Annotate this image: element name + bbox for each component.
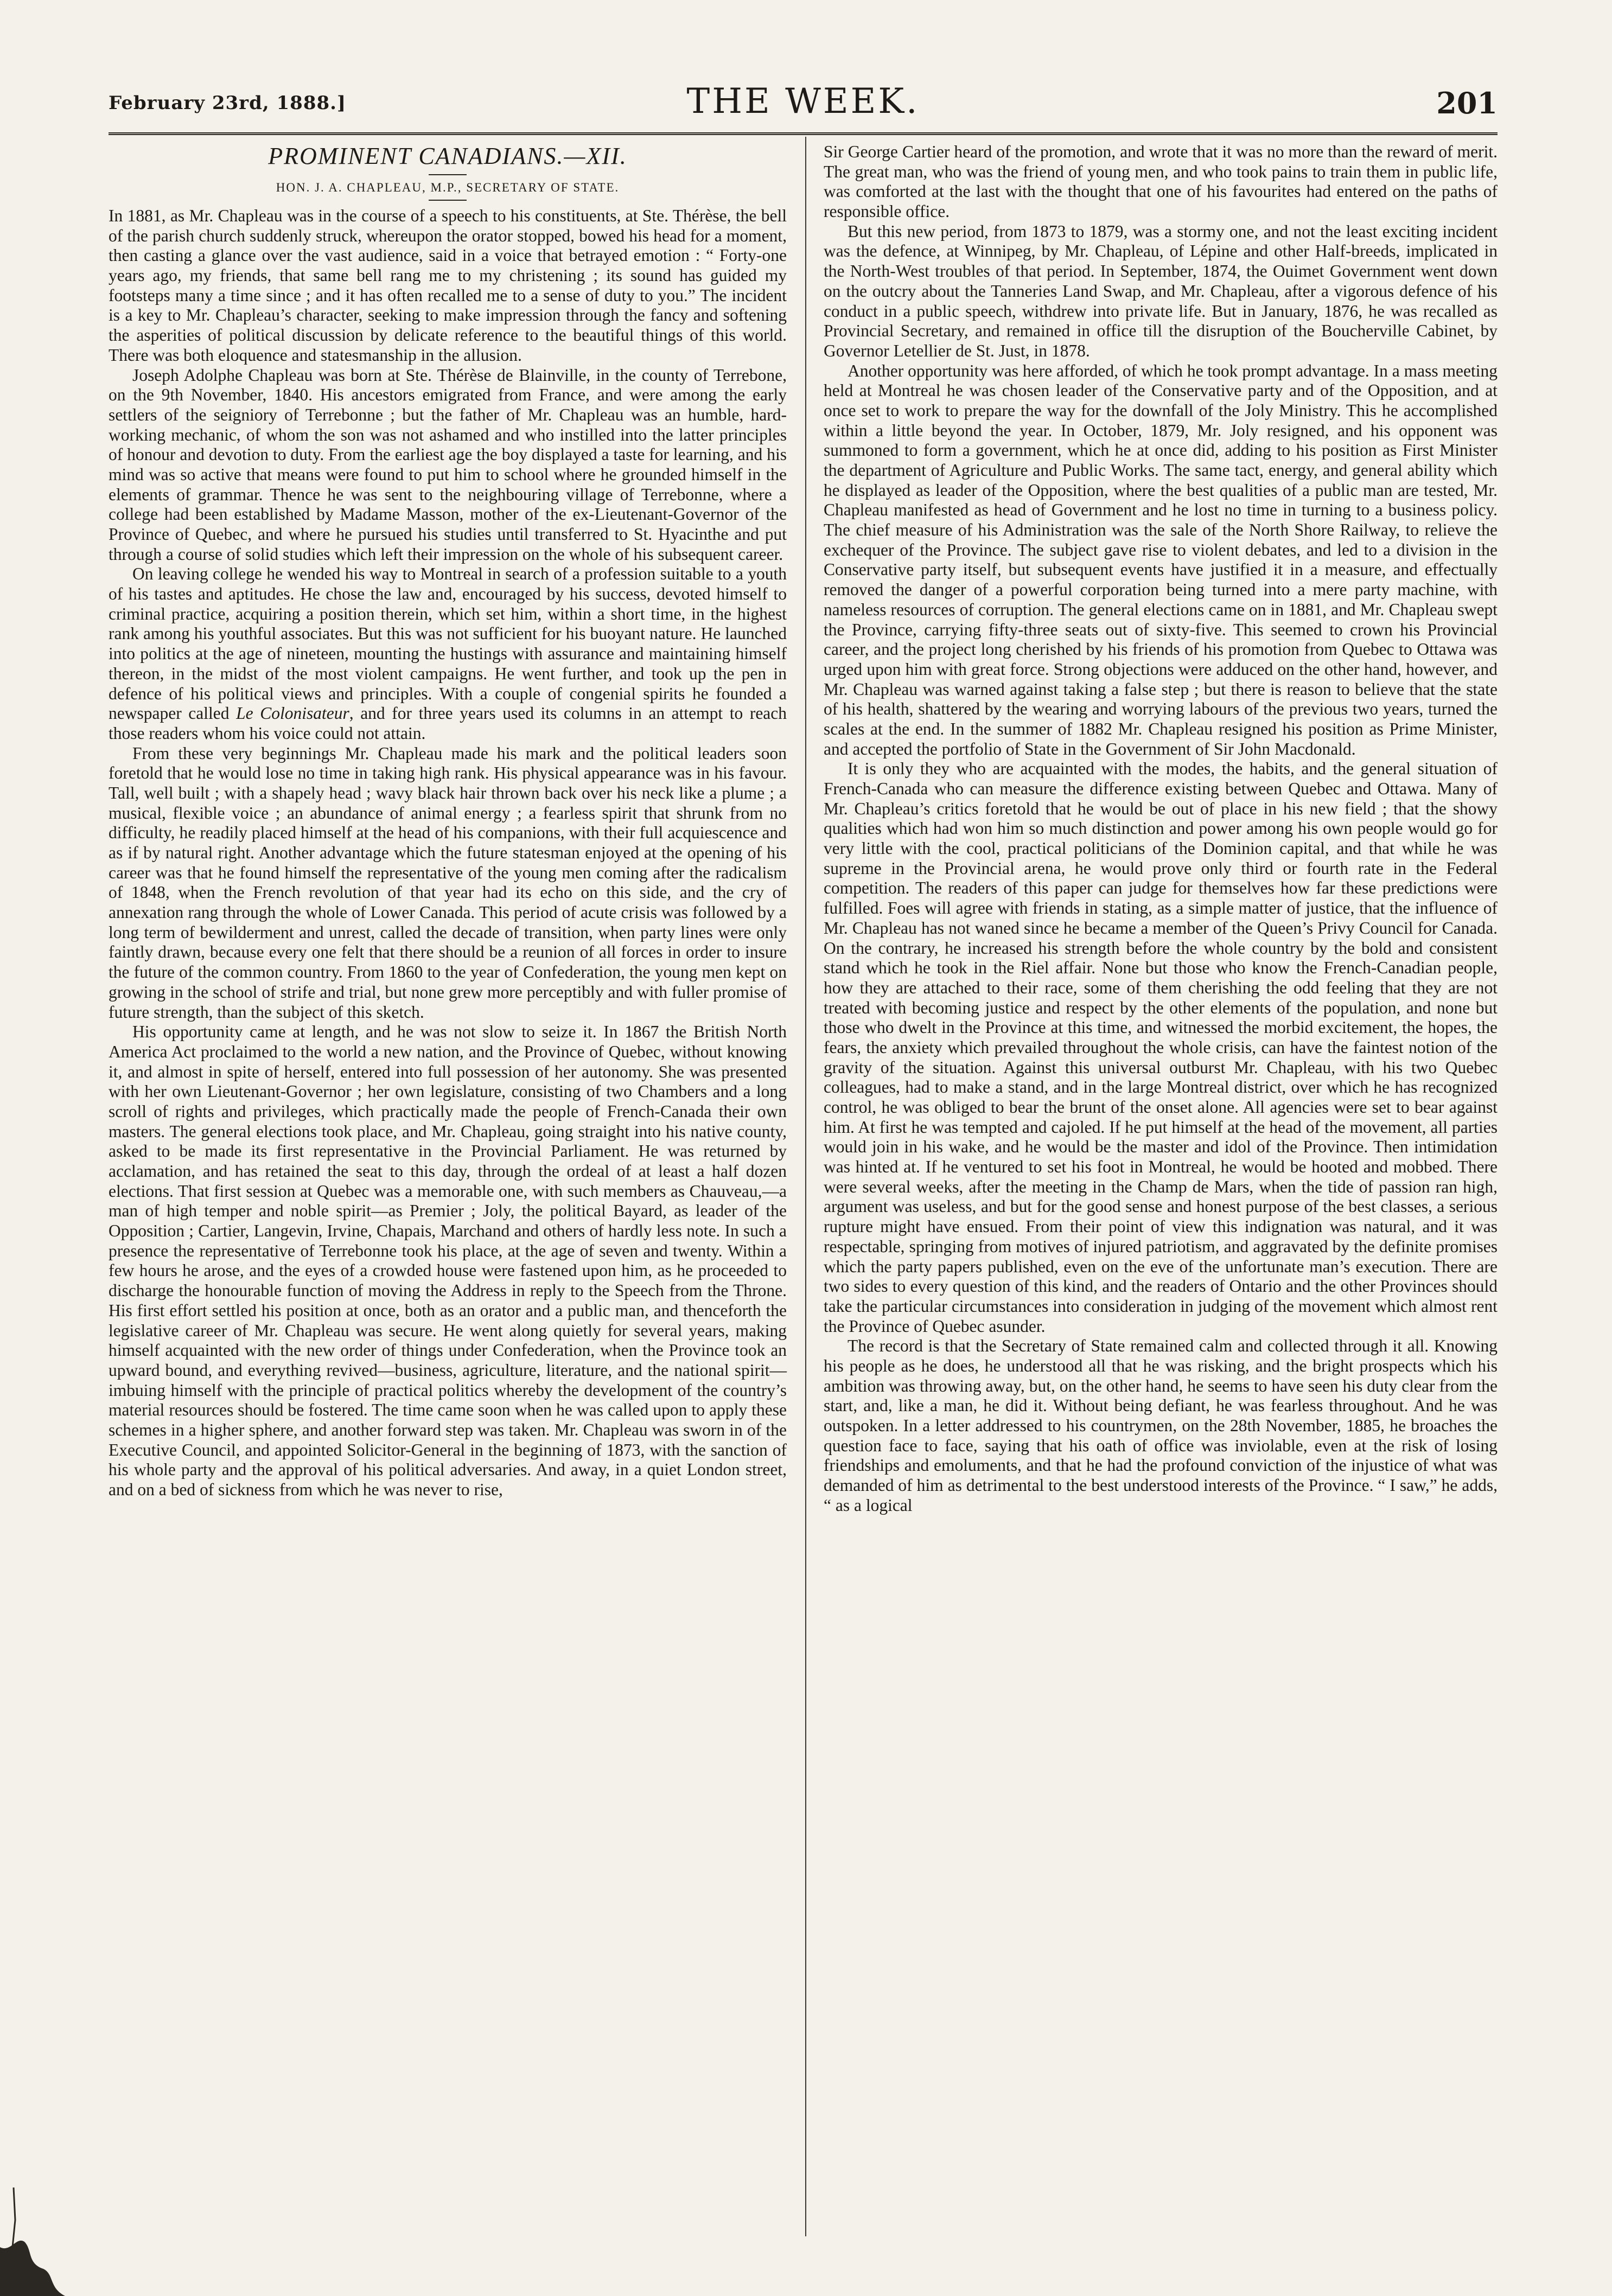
page-header: [109, 81, 1498, 130]
column-divider: [805, 137, 806, 2236]
article-subtitle: HON. J. A. CHAPLEAU, M.P., SECRETARY OF STATE.: [276, 181, 620, 195]
paragraph: It is only they who are acquainted with the modes, the habits, and the general situation of French-Canada who can measure the difference existing between Quebec and Ottawa. Many of Mr. Chapleau’s critics foretold that he would be out of place in his new field ; that the showy qualities which had won him so much distinction and power among his own people would go for very little with the cool, practical politicians of the Dominion capital, and that while he was supreme in the Provincial arena, he would prove only third or fourth rate in the Federal competition. The readers of this paper can judge for themselves how far these predictions were fulfilled. Foes will agree with friends in stating, as a simple matter of justice, that the influence of Mr. Chapleau has not waned since he became a member of the Queen’s Privy Council for Canada. On the contrary, he increased his strength before the whole country by the bold and consistent stand which he took in the Riel affair. None but those who know the French-Canadian people, how they are attached to their race, some of them cherishing the odd feeling that they are not treated with becoming justice and respect by the other elements of the population, and none but those who dwelt in the Province at this time, and witnessed the morbid excitement, the hopes, the fears, the anxiety which prevailed throughout the whole crisis, can have the faintest notion of the gravity of the situation. Against this universal outburst Mr. Chapleau, with his two Quebec colleagues, had to make a stand, and in the large Montreal district, over which he has recognized control, he was obliged to bear the brunt of the onset alone. All agencies were set to bear against him. At first he was tempted and cajoled. If he put himself at the head of the movement, all parties would join in his wake, and he would be the master and idol of the Province. Then intimidation was hinted at. If he ventured to set his foot in Montreal, he would be hooted and mobbed. There were several weeks, after the meeting in the Champ de Mars, when the tide of passion ran high, argument was useless, and but for the good sense and honest purpose of the best classes, a serious rupture might have ensued. From their point of view this indignation was natural, and it was respectable, springing from motives of injured patriotism, and aggravated by the definite promises which the party papers published, even on the eve of the unfortunate man’s execution. There are two sides to every question of this kind, and the readers of Ontario and the other Provinces should take the particular circumstances into consideration in judging of the movement which almost rent the Province of Quebec asunder.: [824, 759, 1498, 1336]
subtitle-rule: [429, 200, 467, 201]
paragraph: Another opportunity was here afforded, of which he took prompt advantage. In a mass meeting held at Montreal he was chosen leader of the Conservative party and of the Opposition, and at once set to work to prepare the way for the downfall of the Joly Ministry. This he accomplished within a little beyond the year. In October, 1879, Mr. Joly resigned, and his opponent was summoned to form a government, which he at once did, adding to his position as First Minister the department of Agriculture and Public Works. The same tact, energy, and general ability which he displayed as leader of the Opposition, where the best qualities of a public man are tested, Mr. Chapleau manifested as head of Government and he lost no time in turning to a business policy. The chief measure of his Administration was the sale of the North Shore Railway, to relieve the exchequer of the Province. The subject gave rise to violent debates, and led to a division in the Conservative party itself, but subsequent events have justified it in a measure, and effectually removed the danger of a powerful corporation being turned into a mere party machine, with nameless resources of corruption. The general elections came on in 1881, and Mr. Chapleau swept the Province, carrying fifty-three seats out of sixty-five. This seemed to crown his Provincial career, and the project long cherished by his friends of his promotion from Quebec to Ottawa was urged upon him with great force. Strong objections were adduced on the other hand, however, and Mr. Chapleau was warned against taking a false step ; but there is reason to believe that the state of his health, shattered by the wearing and worrying labours of the previous two years, turned the scales at the end. In the summer of 1882 Mr. Chapleau resigned his position as Prime Minister, and accepted the portfolio of State in the Government of Sir John Macdonald.: [824, 361, 1498, 758]
paragraph: In 1881, as Mr. Chapleau was in the course of a speech to his constituents, at Ste. Thérèse, the bell of the parish church suddenly struck, whereupon the orator stopped, bowed his head for a moment, then casting a glance over the vast audience, said in a voice that betrayed emotion : “ Forty-one years ago, my friends, that same bell rang me to my christening ; its sound has guided my footsteps many a time since ; and it has often recalled me to a sense of duty to you.” The incident is a key to Mr. Chapleau’s character, seeking to make impression through the fancy and softening the asperities of political discussion by delicate reference to the beautiful things of this world. There was both eloquence and statesmanship in the allusion.: [109, 206, 787, 365]
paragraph: From these very beginnings Mr. Chapleau made his mark and the political leaders soon foretold that he would lose no time in taking high rank. His physical appearance was in his favour. Tall, well built ; with a shapely head ; wavy black hair thrown back over his neck like a plume ; a musical, flexible voice ; an abundance of animal energy ; a fearless spirit that shrunk from no difficulty, he readily placed himself at the head of his companions, with their full acquiescence and as if by natural right. Another advantage which the future statesman enjoyed at the opening of his career was that he found himself the representative of the young men coming after the radicalism of 1848, when the French revolution of that year had its echo on this side, and the cry of annexation rang through the whole of Lower Canada. This period of acute crisis was followed by a long term of bewilderment and unrest, called the decade of transition, when party lines were only faintly drawn, because every one felt that there should be a reunion of all forces in order to insure the future of the common country. From 1860 to the year of Confederation, the young men kept on growing in the school of strife and trial, but none grew more perceptibly and with fuller promise of future strength, than the subject of this sketch.: [109, 743, 787, 1022]
paragraph: But this new period, from 1873 to 1879, was a stormy one, and not the least exciting incident was the defence, at Winnipeg, by Mr. Chapleau, of Lépine and other Half-breeds, implicated in the North-West troubles of that period. In September, 1874, the Ouimet Government went down on the outcry about the Tanneries Land Swap, and Mr. Chapleau, after a vigorous defence of his conduct in a public speech, withdrew into private life. But in January, 1876, he was recalled as Provincial Secretary, and remained in office till the disruption of the Boucherville Cabinet, by Governor Letellier de St. Just, in 1878.: [824, 221, 1498, 360]
article-title: PROMINENT CANADIANS.—XII.: [268, 143, 627, 169]
paragraph: Joseph Adolphe Chapleau was born at Ste. Thérèse de Blainville, in the county of Terrebone, on the 9th November, 1840. His ancestors emigrated from France, and were among the early settlers of the seigniory of Terrebonne ; but the father of Mr. Chapleau was an humble, hard-working mechanic, of whom the son was not ashamed and who instilled into the latter principles of honour and devotion to duty. From the earliest age the boy displayed a taste for learning, and his mind was so active that means were found to put him to school where he grounded himself in the elements of grammar. Thence he was sent to the neighbouring village of Terrebonne, where a college had been established by Madame Masson, mother of the ex-Lieutenant-Governor of the Province of Quebec, and where he pursued his studies until transferred to St. Hyacinthe and put through a course of solid studies which left their impression on the whole of his subsequent career.: [109, 365, 787, 564]
paragraph-text: On leaving college he wended his way to Montreal in search of a profession suitable to a youth of his tastes and aptitudes. He chose the law and, encouraged by his success, devoted himself to criminal practice, acquiring a position therein, which set him, within a short time, in the highest rank among his youthful associates. But this was not sufficient for his buoyant nature. He launched into politics at the age of nineteen, mounting the hustings with assurance and maintaining himself thereon, in the midst of the most violent campaigns. He went further, and took up the pen in defence of his political views and principles. With a couple of congenial spirits he founded a newspaper called: [109, 564, 787, 723]
paragraph: The record is that the Secretary of State remained calm and collected through it all. Knowing his people as he does, he understood all that he was risking, and the bright prospects which his ambition was throwing away, but, on the other hand, he seems to have seen his duty clear from the start, and, like a man, he did it. Without being defiant, he was fearless throughout. And he was outspoken. In a letter addressed to his countrymen, on the 28th November, 1885, he broaches the question face to face, saying that his oath of office was inviolable, even at the risk of losing friendships and emoluments, and that he had the profound conviction of the injustice of what was demanded of him as detrimental to the best understood interests of the Province. “ I saw,” he adds, “ as a logical: [824, 1336, 1498, 1515]
paragraph-text-tail: , and for three years used its columns in an attempt to reach those readers whom his voice could not attain.: [109, 704, 787, 743]
masthead-title: THE WEEK.: [686, 81, 920, 122]
paragraph: His opportunity came at length, and he was not slow to seize it. In 1867 the British North America Act proclaimed to the world a new nation, and the Province of Quebec, without knowing it, and almost in spite of herself, entered into full possession of her autonomy. She was presented with her own Lieutenant-Governor ; her own legislature, consisting of two Chambers and a long scroll of rights and privileges, which practically made the people of French-Canada their own masters. The general elections took place, and Mr. Chapleau, going straight into his native county, asked to be made its first representative in the Provincial Parliament. He was returned by acclamation, and has retained the seat to this day, through the ordeal of at least a half dozen elections. That first session at Quebec was a memorable one, with such members as Chauveau,—a man of high temper and noble spirit—as Premier ; Joly, the political Bayard, as leader of the Opposition ; Cartier, Langevin, Irvine, Chapais, Marchand and others of hardly less note. In such a presence the representative of Terrebonne took his place, at the age of seven and twenty. Within a few hours he arose, and the eyes of a crowded house were fastened upon him, as he proceeded to discharge the honourable function of moving the Address in reply to the Speech from the Throne. His first effort settled his position at once, both as an orator and a public man, and thenceforth the legislative career of Mr. Chapleau was secure. He went along quietly for several years, making himself acquainted with the new order of things under Confederation, when the Province took an upward bound, and everything revived—business, agriculture, literature, and the national spirit—imbuing himself with the principle of practical politics whereby the development of the country’s material resources should be fostered. The time came soon when he was called upon to apply these schemes in a higher sphere, and another forward step was taken. Mr. Chapleau was sworn in of the Executive Council, and appointed Solicitor-General in the beginning of 1873, with the sanction of his whole party and the approval of his political adversaries. And away, in a quiet London street, and on a bed of sickness from which he was never to rise,: [109, 1022, 787, 1500]
title-rule: [429, 174, 467, 175]
newspaper-name: Le Colonisateur: [236, 704, 349, 723]
paragraph: Sir George Cartier heard of the promotion, and wrote that it was no more than the reward of merit. The great man, who was the friend of young men, and who took pains to train them in public life, was comforted at the last with the thought that one of his favourites had entered on the paths of responsible office.: [824, 142, 1498, 221]
page-number: 201: [1436, 86, 1498, 120]
issue-date: February 23rd, 1888.]: [109, 92, 347, 114]
torn-edge-mark: [0, 2187, 81, 2296]
right-column: [824, 142, 1498, 1515]
header-rule: [109, 132, 1498, 135]
left-column: [109, 142, 787, 1500]
paragraph: [109, 564, 787, 743]
